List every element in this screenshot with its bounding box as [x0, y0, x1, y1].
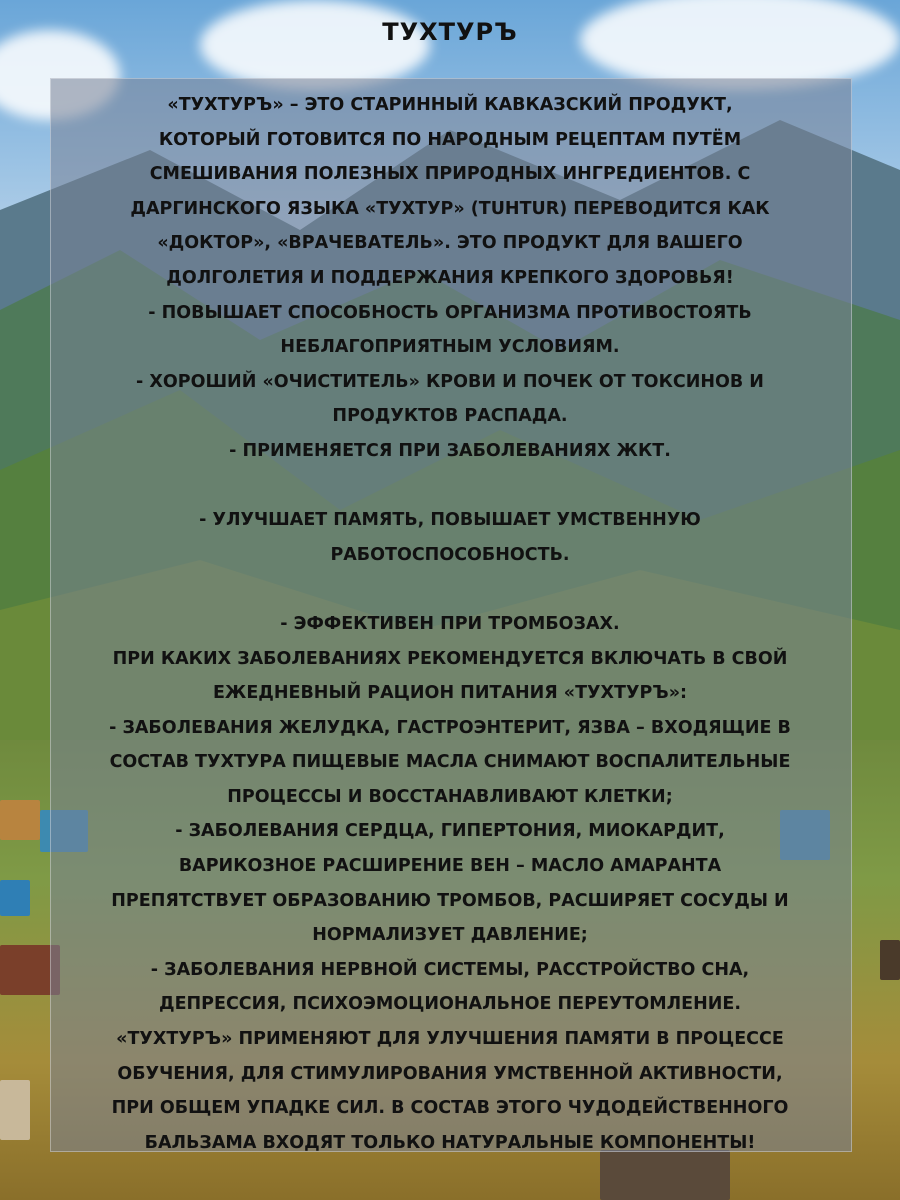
beehive [0, 880, 30, 916]
text-line: НЕБЛАГОПРИЯТНЫМ УСЛОВИЯМ. [280, 337, 620, 358]
blank-line [40, 572, 860, 607]
text-line: - ЗАБОЛЕВАНИЯ ЖЕЛУДКА, ГАСТРОЭНТЕРИТ, ЯЗВА – ВХОДЯЩИЕ В [109, 717, 791, 738]
page-title: ТУХТУРЪ [382, 18, 518, 46]
text-line: НОРМАЛИЗУЕТ ДАВЛЕНИЕ; [312, 925, 588, 946]
beehive [880, 940, 900, 980]
text-line: «ДОКТОР», «ВРАЧЕВАТЕЛЬ». ЭТО ПРОДУКТ ДЛЯ ВАШЕГО [157, 233, 743, 254]
text-line: - УЛУЧШАЕТ ПАМЯТЬ, ПОВЫШАЕТ УМСТВЕННУЮ [199, 510, 701, 531]
text-line: ДЕПРЕССИЯ, ПСИХОЭМОЦИОНАЛЬНОЕ ПЕРЕУТОМЛЕНИЕ. [158, 994, 742, 1015]
text-line: ВАРИКОЗНОЕ РАСШИРЕНИЕ ВЕН – МАСЛО АМАРАНТА [178, 856, 722, 877]
text-line: БАЛЬЗАМА ВХОДЯТ ТОЛЬКО НАТУРАЛЬНЫЕ КОМПОНЕНТЫ! [144, 1132, 756, 1153]
text-line: - ПРИМЕНЯЕТСЯ ПРИ ЗАБОЛЕВАНИЯХ ЖКТ. [229, 440, 671, 461]
text-line: - ХОРОШИЙ «ОЧИСТИТЕЛЬ» КРОВИ И ПОЧЕК ОТ ТОКСИНОВ И [136, 371, 764, 392]
text-line: - ЗАБОЛЕВАНИЯ СЕРДЦА, ГИПЕРТОНИЯ, МИОКАРДИТ, [175, 821, 725, 842]
text-line: «ТУХТУРЪ» ПРИМЕНЯЮТ ДЛЯ УЛУЧШЕНИЯ ПАМЯТИ В ПРОЦЕССЕ [116, 1029, 784, 1050]
text-line: ЕЖЕДНЕВНЫЙ РАЦИОН ПИТАНИЯ «ТУХТУРЪ»: [212, 683, 688, 704]
text-line: ПРИ ОБЩЕМ УПАДКЕ СИЛ. В СОСТАВ ЭТОГО ЧУДОДЕЙСТВЕННОГО [111, 1098, 789, 1119]
blank-line [40, 469, 860, 504]
text-line: ДОЛГОЛЕТИЯ И ПОДДЕРЖАНИЯ КРЕПКОГО ЗДОРОВЬЯ! [166, 267, 734, 288]
text-line: СОСТАВ ТУХТУРА ПИЩЕВЫЕ МАСЛА СНИМАЮТ ВОСПАЛИТЕЛЬНЫЕ [109, 752, 791, 773]
text-line: - ЗАБОЛЕВАНИЯ НЕРВНОЙ СИСТЕМЫ, РАССТРОЙСТВО СНА, [150, 959, 750, 980]
text-line: РАБОТОСПОСОБНОСТЬ. [330, 544, 570, 565]
text-line: КОТОРЫЙ ГОТОВИТСЯ ПО НАРОДНЫМ РЕЦЕПТАМ ПУТЁМ [158, 129, 742, 150]
text-line: - ПОВЫШАЕТ СПОСОБНОСТЬ ОРГАНИЗМА ПРОТИВОСТОЯТЬ [148, 302, 752, 323]
text-line: ДАРГИНСКОГО ЯЗЫКА «ТУХТУР» (TUHTUR) ПЕРЕВОДИТСЯ КАК [130, 198, 770, 219]
text-line: ПРОЦЕССЫ И ВОССТАНАВЛИВАЮТ КЛЕТКИ; [227, 786, 673, 807]
beehive [0, 1080, 30, 1140]
beehive [0, 800, 40, 840]
text-line: - ЭФФЕКТИВЕН ПРИ ТРОМБОЗАХ. [280, 613, 620, 634]
text-line: ПРОДУКТОВ РАСПАДА. [332, 406, 568, 427]
text-line: «ТУХТУРЪ» – ЭТО СТАРИННЫЙ КАВКАЗСКИЙ ПРОДУКТ, [167, 95, 733, 115]
text-line: ПРИ КАКИХ ЗАБОЛЕВАНИЯХ РЕКОМЕНДУЕТСЯ ВКЛЮЧАТЬ В СВОЙ [112, 648, 788, 669]
text-line: ПРЕПЯТСТВУЕТ ОБРАЗОВАНИЮ ТРОМБОВ, РАСШИРЯЕТ СОСУДЫ И [111, 890, 789, 911]
text-line: ОБУЧЕНИЯ, ДЛЯ СТИМУЛИРОВАНИЯ УМСТВЕННОЙ АКТИВНОСТИ, [117, 1063, 783, 1084]
description-text [40, 88, 860, 1160]
text-line: СМЕШИВАНИЯ ПОЛЕЗНЫХ ПРИРОДНЫХ ИНГРЕДИЕНТОВ. С [149, 164, 751, 185]
